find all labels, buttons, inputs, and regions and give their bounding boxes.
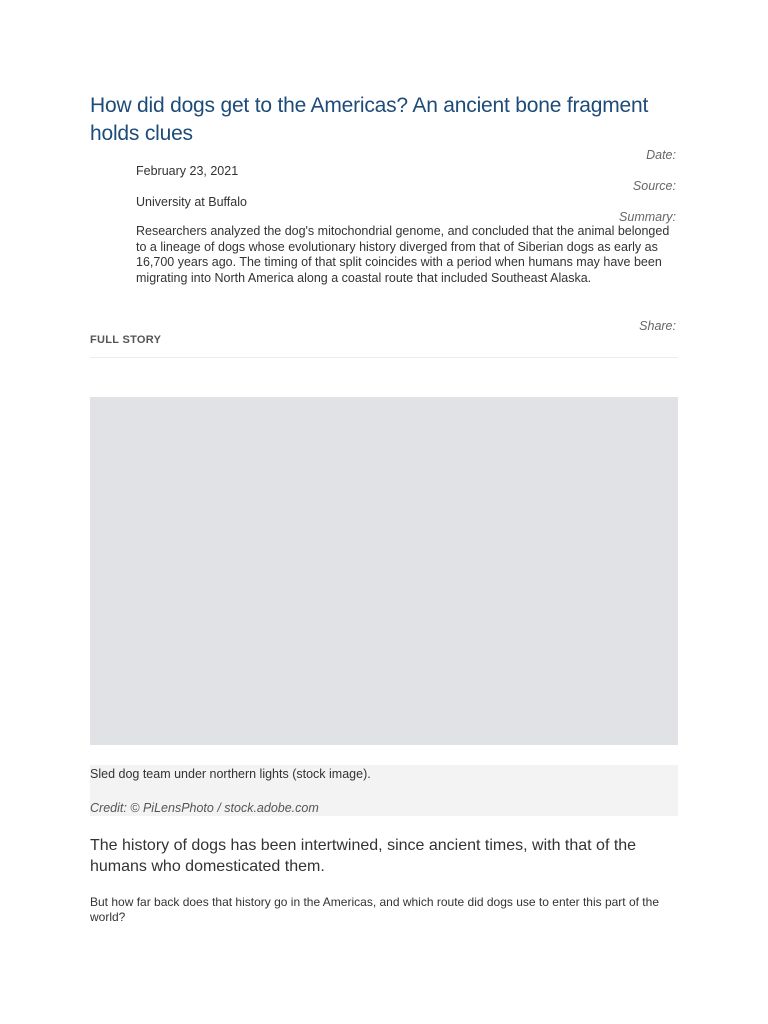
share-label: Share: (639, 319, 676, 333)
article-title: How did dogs get to the Americas? An ancient bone fragment holds clues (90, 94, 649, 145)
lead-paragraph: The history of dogs has been intertwined, since ancient times, with that of the humans who domesticated them. (90, 837, 637, 875)
image-caption-box (90, 765, 678, 816)
article-source: University at Buffalo (136, 195, 247, 209)
summary-label: Summary: (619, 210, 676, 224)
article-image-placeholder (90, 397, 678, 745)
article-date: February 23, 2021 (136, 164, 239, 178)
section-divider (90, 357, 678, 358)
article-summary: Researchers analyzed the dog's mitochondrial genome, and concluded that the animal belonged to a lineage of dogs whose evolutionary history diverged from that of Siberian dogs as early as 16,700 years ago. The timing of that split coincides with a period when humans may have been migrating into North America along a coastal route that included Southeast Alaska. (136, 224, 670, 285)
image-caption: Sled dog team under northern lights (stock image). (90, 767, 371, 781)
body-paragraph: But how far back does that history go in the Americas, and which route did dogs use to enter this part of the world? (90, 895, 659, 924)
full-story-heading: FULL STORY (90, 334, 162, 346)
source-label: Source: (632, 179, 676, 193)
image-credit: Credit: © PiLensPhoto / stock.adobe.com (90, 801, 319, 815)
date-label: Date: (646, 148, 676, 162)
